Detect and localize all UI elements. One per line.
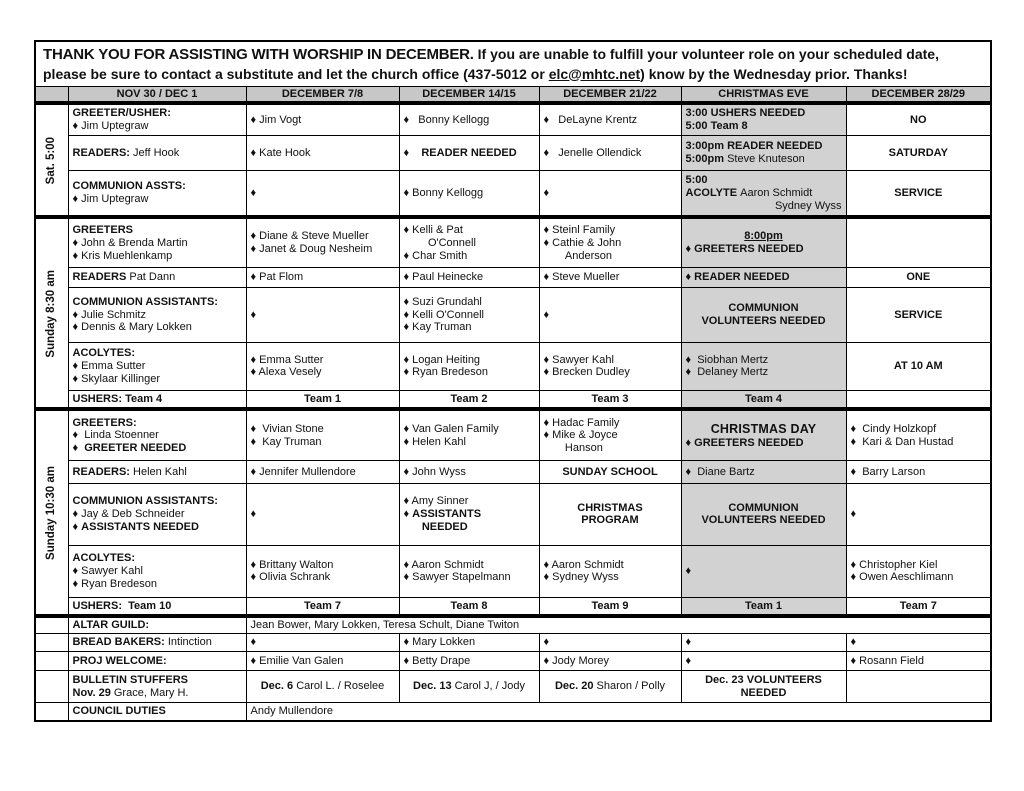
text-line: ♦ Mike & Joyce	[543, 429, 618, 442]
cell-greeter-usher-nov30-dec1	[68, 103, 246, 135]
text-line: READERS: Helen Kahl	[72, 465, 187, 478]
text-line: ♦ Emma Sutter	[72, 360, 146, 373]
cell-readers-830-dec28-29	[846, 267, 991, 287]
text-line: 5:00pm Steve Knuteson	[685, 152, 805, 165]
cell-acolytes-830-dec28-29	[846, 342, 991, 390]
cell-communion-assistants-1030-dec14-15	[399, 483, 539, 545]
text-line: ♦ Mary Lokken	[403, 636, 476, 649]
cell-ushers-830-dec14-15	[399, 390, 539, 409]
cell-greeters-1030-dec28-29	[846, 409, 991, 460]
text-line: ♦	[685, 565, 692, 578]
cell-acolytes-830-nov30-dec1	[68, 342, 246, 390]
text-line: NEEDED	[740, 686, 787, 699]
text-line: ♦	[685, 654, 692, 667]
cell-readers-830-dec14-15	[399, 267, 539, 287]
text-line: ♦ Hadac Family	[543, 416, 620, 429]
text-line: Andy Mullendore	[250, 705, 334, 718]
text-line: ♦	[850, 508, 857, 521]
column-header-dec14-15: DECEMBER 14/15	[399, 86, 539, 103]
text-line: ♦ Sawyer Kahl	[72, 565, 143, 578]
text-line: ♦ Siobhan Mertz	[685, 353, 769, 366]
text-line: ♦ ASSISTANTS	[403, 508, 482, 521]
text-line: READERS: Jeff Hook	[72, 146, 180, 159]
text-line: COUNCIL DUTIES	[72, 705, 166, 718]
cell-ushers-1030-dec21-22	[539, 597, 681, 616]
row-ushers-1030	[35, 597, 991, 616]
cell-readers-830-nov30-dec1	[68, 267, 246, 287]
row-greeters-1030	[35, 409, 991, 460]
cell-acolytes-1030-dec14-15	[399, 545, 539, 597]
cell-bulletin-stuffers-christmas-eve	[681, 671, 846, 703]
row-ushers-830	[35, 390, 991, 409]
cell-readers-dec28-29	[846, 135, 991, 170]
cell-communion-assistants-1030-dec28-29	[846, 483, 991, 545]
text-line: ♦ Julie Schmitz	[72, 308, 146, 321]
cell-readers-830-dec7-8	[246, 267, 399, 287]
cell-ushers-830-nov30-dec1	[68, 390, 246, 409]
cell-acolytes-830-dec14-15	[399, 342, 539, 390]
row-council-duties	[35, 703, 991, 721]
row-bread-bakers	[35, 634, 991, 652]
text-line: O'Connell	[403, 236, 476, 249]
cell-bulletin-stuffers-nov30-dec1	[68, 671, 246, 703]
text-line: ♦ Cindy Holzkopf	[850, 422, 937, 435]
banner-body-1: If you are unable to fulfill your volunteer role on your scheduled date, please be sure to contact a substitute and let the church office (437-5012 or	[43, 46, 939, 82]
text-line: ♦ GREETERS NEEDED	[685, 243, 804, 256]
text-line: Team 3	[591, 392, 629, 405]
text-line: ♦ Sawyer Stapelmann	[403, 571, 511, 584]
text-line: USHERS: Team 4	[72, 392, 163, 405]
cell-readers-1030-dec28-29	[846, 460, 991, 483]
column-header-dec7-8: DECEMBER 7/8	[246, 86, 399, 103]
text-line: ♦ Kari & Dan Hustad	[850, 435, 954, 448]
text-line: NO	[910, 113, 927, 126]
text-line: ACOLYTE Aaron Schmidt	[685, 186, 813, 199]
cell-bread-bakers-christmas-eve	[681, 634, 846, 652]
text-line: ♦ ASSISTANTS NEEDED	[72, 520, 199, 533]
text-line: ♦ Linda Stoenner	[72, 429, 159, 442]
text-line: SERVICE	[894, 308, 943, 321]
text-line: ♦	[250, 308, 257, 321]
church-email-link[interactable]: elc@mhtc.net	[548, 65, 641, 82]
thank-you-banner	[35, 41, 991, 86]
text-line: Jean Bower, Mary Lokken, Teresa Schult, Diane Twiton	[250, 619, 520, 632]
cell-greeters-830-christmas-eve	[681, 217, 846, 267]
cell-communion-assistants-830-dec7-8	[246, 287, 399, 342]
cell-readers-1030-dec21-22	[539, 460, 681, 483]
text-line: ♦ John Wyss	[403, 465, 466, 478]
text-line: Team 4	[744, 392, 783, 405]
cell-bulletin-stuffers-dec14-15	[399, 671, 539, 703]
cell-greeter-usher-dec28-29	[846, 103, 991, 135]
text-line: ♦	[250, 186, 257, 199]
row-communion-assistants-830	[35, 287, 991, 342]
text-line: Sydney Wyss	[774, 199, 842, 212]
text-line: ♦	[543, 186, 550, 199]
text-line: ♦ Sydney Wyss	[543, 571, 619, 584]
text-line: 3:00pm READER NEEDED	[685, 140, 823, 153]
text-line: ♦ Diane & Steve Mueller	[250, 230, 369, 243]
cell-communion-assistants-830-dec14-15	[399, 287, 539, 342]
cell-acolytes-830-christmas-eve	[681, 342, 846, 390]
cell-ushers-830-dec7-8	[246, 390, 399, 409]
text-line: ♦ Logan Heiting	[403, 353, 481, 366]
text-line: ALTAR GUILD:	[72, 619, 150, 632]
text-line: ♦ Betty Drape	[403, 654, 471, 667]
cell-readers-830-dec21-22	[539, 267, 681, 287]
text-line: GREETER/USHER:	[72, 107, 171, 120]
text-line: ♦ Helen Kahl	[403, 435, 466, 448]
text-line: Nov. 29 Grace, Mary H.	[72, 686, 189, 699]
cell-readers-1030-christmas-eve	[681, 460, 846, 483]
section-sat-500	[35, 103, 991, 217]
cell-ushers-1030-christmas-eve	[681, 597, 846, 616]
text-line: ♦ Kate Hook	[250, 146, 311, 159]
text-line: ♦ Van Galen Family	[403, 422, 499, 435]
text-line: ♦ Emilie Van Galen	[250, 654, 344, 667]
text-line: ♦ Char Smith	[403, 249, 468, 262]
text-line: ♦ Ryan Bredeson	[403, 366, 488, 379]
text-line: ♦ Bonny Kellogg	[403, 186, 484, 199]
text-line: ♦	[543, 636, 550, 649]
cell-greeters-1030-christmas-eve	[681, 409, 846, 460]
text-line: ♦ Kay Truman	[403, 321, 472, 334]
cell-proj-welcome-nov30-dec1	[68, 652, 246, 671]
text-line: ♦ READER NEEDED	[685, 271, 790, 284]
cell-readers-dec14-15	[399, 135, 539, 170]
schedule-sheet	[34, 40, 990, 722]
section-label-sunday-830	[35, 217, 68, 409]
row-communion-assts	[35, 170, 991, 217]
row-readers	[35, 135, 991, 170]
worship-schedule-table	[34, 40, 992, 722]
cell-proj-welcome-christmas-eve	[681, 652, 846, 671]
text-line: GREETERS	[72, 224, 134, 237]
text-line: 5:00	[685, 174, 708, 187]
text-line: ♦ Brecken Dudley	[543, 366, 630, 379]
cell-bread-bakers-nov30-dec1	[68, 634, 246, 652]
text-line: Team 8	[450, 599, 488, 612]
text-line: ACOLYTES:	[72, 347, 136, 360]
cell-greeters-1030-dec7-8	[246, 409, 399, 460]
banner-body-2: ) know by the Wednesday prior. Thanks!	[640, 65, 908, 82]
row-acolytes-1030	[35, 545, 991, 597]
cell-communion-assistants-830-dec21-22	[539, 287, 681, 342]
text-line: VOLUNTEERS NEEDED	[701, 314, 826, 327]
text-line: COMMUNION	[728, 302, 799, 315]
cell-bulletin-stuffers-dec7-8	[246, 671, 399, 703]
row-greeter-usher	[35, 103, 991, 135]
text-line: ♦ Bonny Kellogg	[403, 113, 490, 126]
text-line: ♦ Jim Uptegraw	[72, 193, 149, 206]
text-line: ♦ Brittany Walton	[250, 558, 334, 571]
section-label-text-sunday-1030: Sunday 10:30 am	[45, 465, 58, 560]
side-spacer-altar-guild	[35, 616, 68, 633]
text-line: ♦ Jennifer Mullendore	[250, 465, 356, 478]
cell-greeters-1030-dec21-22	[539, 409, 681, 460]
text-line: Dec. 20 Sharon / Polly	[554, 680, 666, 693]
text-line: PROJ WELCOME:	[72, 654, 167, 667]
text-line: GREETERS:	[72, 416, 137, 429]
cell-communion-assistants-1030-christmas-eve	[681, 483, 846, 545]
text-line: 8:00pm	[744, 230, 783, 243]
text-line: ♦ Kelli O'Connell	[403, 308, 484, 321]
text-line: SERVICE	[894, 186, 943, 199]
text-line: NEEDED	[421, 520, 468, 533]
text-line: READERS Pat Dann	[72, 271, 176, 284]
cell-readers-dec7-8	[246, 135, 399, 170]
cell-ushers-1030-dec7-8	[246, 597, 399, 616]
text-line: ♦	[685, 636, 692, 649]
text-line: Team 7	[899, 599, 937, 612]
text-line: ♦ Paul Heinecke	[403, 271, 484, 284]
cell-readers-1030-dec7-8	[246, 460, 399, 483]
text-line: Team 1	[303, 392, 342, 405]
text-line: ♦ Emma Sutter	[250, 353, 324, 366]
corner-header-cell	[35, 86, 68, 103]
cell-communion-assistants-830-dec28-29	[846, 287, 991, 342]
text-line: CHRISTMAS DAY	[710, 421, 817, 436]
text-line: USHERS: Team 10	[72, 599, 172, 612]
cell-council-duties-dec7-8	[246, 703, 991, 721]
cell-ushers-830-christmas-eve	[681, 390, 846, 409]
text-line: Dec. 6 Carol L. / Roselee	[260, 680, 385, 693]
text-line: ♦ Cathie & John	[543, 236, 622, 249]
cell-readers-dec21-22	[539, 135, 681, 170]
text-line: ♦ Jenelle Ollendick	[543, 146, 642, 159]
cell-readers-nov30-dec1	[68, 135, 246, 170]
text-line: ♦ Diane Bartz	[685, 465, 755, 478]
text-line: BULLETIN STUFFERS	[72, 673, 188, 686]
text-line: ♦ Alexa Vesely	[250, 366, 322, 379]
text-line: SATURDAY	[888, 146, 948, 159]
cell-acolytes-830-dec21-22	[539, 342, 681, 390]
text-line: VOLUNTEERS NEEDED	[701, 514, 826, 527]
column-header-dec21-22: DECEMBER 21/22	[539, 86, 681, 103]
text-line: ♦	[850, 636, 857, 649]
banner-row	[35, 41, 991, 86]
text-line: ♦ Suzi Grundahl	[403, 295, 482, 308]
text-line: Hanson	[543, 442, 603, 455]
cell-bulletin-stuffers-dec21-22	[539, 671, 681, 703]
side-spacer-proj-welcome	[35, 652, 68, 671]
row-proj-welcome	[35, 652, 991, 671]
cell-readers-1030-nov30-dec1	[68, 460, 246, 483]
cell-proj-welcome-dec7-8	[246, 652, 399, 671]
section-sunday-830	[35, 217, 991, 409]
text-line: PROGRAM	[581, 514, 639, 527]
text-line: ♦ Delaney Mertz	[685, 366, 769, 379]
cell-bulletin-stuffers-dec28-29	[846, 671, 991, 703]
column-header-row	[35, 86, 991, 103]
cell-communion-assts-christmas-eve	[681, 170, 846, 217]
column-header-nov30-dec1: NOV 30 / DEC 1	[68, 86, 246, 103]
text-line: ♦ Jody Morey	[543, 654, 610, 667]
text-line: ♦ Kay Truman	[250, 435, 322, 448]
cell-greeter-usher-dec21-22	[539, 103, 681, 135]
cell-communion-assts-dec21-22	[539, 170, 681, 217]
cell-acolytes-1030-dec7-8	[246, 545, 399, 597]
text-line: Team 7	[303, 599, 342, 612]
cell-greeters-1030-nov30-dec1	[68, 409, 246, 460]
cell-acolytes-830-dec7-8	[246, 342, 399, 390]
text-line: Team 9	[591, 599, 629, 612]
cell-communion-assistants-830-christmas-eve	[681, 287, 846, 342]
row-bulletin-stuffers	[35, 671, 991, 703]
text-line: ♦ Christopher Kiel	[850, 558, 938, 571]
cell-readers-christmas-eve	[681, 135, 846, 170]
text-line: Team 2	[450, 392, 488, 405]
text-line: ♦ Owen Aeschlimann	[850, 571, 954, 584]
text-line: Anderson	[543, 249, 612, 262]
text-line: ONE	[906, 271, 931, 284]
cell-acolytes-1030-dec21-22	[539, 545, 681, 597]
row-readers-1030	[35, 460, 991, 483]
text-line: ♦ Barry Larson	[850, 465, 926, 478]
banner-title: THANK YOU FOR ASSISTING WITH WORSHIP IN DECEMBER.	[43, 46, 474, 63]
text-line: ♦ Pat Flom	[250, 271, 304, 284]
text-line: ♦ Jim Vogt	[250, 113, 302, 126]
text-line: ♦ Aaron Schmidt	[543, 558, 624, 571]
row-altar-guild	[35, 616, 991, 633]
cell-communion-assistants-1030-dec21-22	[539, 483, 681, 545]
row-acolytes-830	[35, 342, 991, 390]
cell-ushers-1030-dec28-29	[846, 597, 991, 616]
text-line: ♦	[250, 508, 257, 521]
text-line: ♦ Steve Mueller	[543, 271, 620, 284]
cell-communion-assistants-1030-nov30-dec1	[68, 483, 246, 545]
text-line: ♦	[543, 308, 550, 321]
text-line: Team 1	[744, 599, 783, 612]
cell-greeter-usher-dec14-15	[399, 103, 539, 135]
side-spacer-council-duties	[35, 703, 68, 721]
cell-proj-welcome-dec14-15	[399, 652, 539, 671]
text-line: ♦ Skylaar Killinger	[72, 372, 161, 385]
section-weekly	[35, 616, 991, 720]
section-label-text-sunday-830: Sunday 8:30 am	[45, 269, 58, 358]
text-line: 3:00 USHERS NEEDED	[685, 107, 806, 120]
cell-proj-welcome-dec21-22	[539, 652, 681, 671]
cell-greeters-830-dec7-8	[246, 217, 399, 267]
cell-greeters-830-nov30-dec1	[68, 217, 246, 267]
column-header-christmas-eve: CHRISTMAS EVE	[681, 86, 846, 103]
row-greeters-830	[35, 217, 991, 267]
text-line: ♦ Rosann Field	[850, 654, 924, 667]
cell-acolytes-1030-nov30-dec1	[68, 545, 246, 597]
text-line: ♦ Steinl Family	[543, 224, 616, 237]
text-line: ♦ READER NEEDED	[403, 146, 517, 159]
text-line: ♦ Janet & Doug Nesheim	[250, 243, 373, 256]
text-line: ♦ Dennis & Mary Lokken	[72, 321, 192, 334]
cell-greeters-1030-dec14-15	[399, 409, 539, 460]
cell-altar-guild-nov30-dec1	[68, 616, 246, 633]
cell-greeter-usher-christmas-eve	[681, 103, 846, 135]
cell-communion-assts-nov30-dec1	[68, 170, 246, 217]
cell-greeters-830-dec28-29	[846, 217, 991, 267]
side-spacer-bulletin-stuffers	[35, 671, 68, 703]
text-line: ♦ GREETERS NEEDED	[685, 436, 804, 449]
cell-ushers-1030-nov30-dec1	[68, 597, 246, 616]
text-line: ♦ Jim Uptegraw	[72, 120, 149, 133]
cell-acolytes-1030-christmas-eve	[681, 545, 846, 597]
cell-readers-830-christmas-eve	[681, 267, 846, 287]
cell-bread-bakers-dec7-8	[246, 634, 399, 652]
section-sunday-1030	[35, 409, 991, 616]
cell-bread-bakers-dec14-15	[399, 634, 539, 652]
text-line: 5:00 Team 8	[685, 120, 748, 133]
section-label-text-sat-500: Sat. 5:00	[45, 136, 58, 185]
column-header-dec28-29: DECEMBER 28/29	[846, 86, 991, 103]
text-line: ACOLYTES:	[72, 552, 136, 565]
cell-council-duties-nov30-dec1	[68, 703, 246, 721]
text-line: CHRISTMAS	[577, 501, 643, 514]
cell-proj-welcome-dec28-29	[846, 652, 991, 671]
cell-communion-assts-dec28-29	[846, 170, 991, 217]
text-line: ♦ Aaron Schmidt	[403, 558, 484, 571]
text-line: ♦ DeLayne Krentz	[543, 113, 638, 126]
section-label-sat-500	[35, 103, 68, 217]
text-line: ♦	[250, 636, 257, 649]
text-line: ♦ Kelli & Pat	[403, 224, 463, 237]
cell-greeters-830-dec14-15	[399, 217, 539, 267]
row-communion-assistants-1030	[35, 483, 991, 545]
cell-bread-bakers-dec28-29	[846, 634, 991, 652]
cell-altar-guild-dec7-8	[246, 616, 991, 633]
row-readers-830	[35, 267, 991, 287]
text-line: ♦ John & Brenda Martin	[72, 236, 188, 249]
text-line: ♦ Amy Sinner	[403, 495, 469, 508]
text-line: ♦ Jay & Deb Schneider	[72, 508, 185, 521]
text-line: ♦ Kris Muehlenkamp	[72, 249, 173, 262]
cell-ushers-1030-dec14-15	[399, 597, 539, 616]
cell-communion-assistants-830-nov30-dec1	[68, 287, 246, 342]
text-line: COMMUNION ASSTS:	[72, 180, 186, 193]
cell-communion-assts-dec14-15	[399, 170, 539, 217]
text-line: ♦ Sawyer Kahl	[543, 353, 614, 366]
cell-communion-assistants-1030-dec7-8	[246, 483, 399, 545]
side-spacer-bread-bakers	[35, 634, 68, 652]
cell-greeters-830-dec21-22	[539, 217, 681, 267]
text-line: ♦ Ryan Bredeson	[72, 577, 157, 590]
text-line: SUNDAY SCHOOL	[562, 465, 658, 478]
text-line: ♦ Olivia Schrank	[250, 571, 331, 584]
text-line: COMMUNION ASSISTANTS:	[72, 295, 218, 308]
cell-communion-assts-dec7-8	[246, 170, 399, 217]
cell-ushers-830-dec28-29	[846, 390, 991, 409]
section-label-sunday-1030	[35, 409, 68, 616]
cell-bread-bakers-dec21-22	[539, 634, 681, 652]
cell-greeter-usher-dec7-8	[246, 103, 399, 135]
text-line: ♦ Vivian Stone	[250, 422, 324, 435]
text-line: Dec. 13 Carol J, / Jody	[413, 680, 525, 693]
text-line: BREAD BAKERS: Intinction	[72, 636, 212, 649]
text-line: COMMUNION	[728, 501, 799, 514]
text-line: ♦ GREETER NEEDED	[72, 442, 187, 455]
cell-ushers-830-dec21-22	[539, 390, 681, 409]
cell-acolytes-1030-dec28-29	[846, 545, 991, 597]
text-line: Dec. 23 VOLUNTEERS	[705, 673, 822, 686]
text-line: AT 10 AM	[893, 360, 943, 373]
cell-readers-1030-dec14-15	[399, 460, 539, 483]
text-line: COMMUNION ASSISTANTS:	[72, 495, 218, 508]
